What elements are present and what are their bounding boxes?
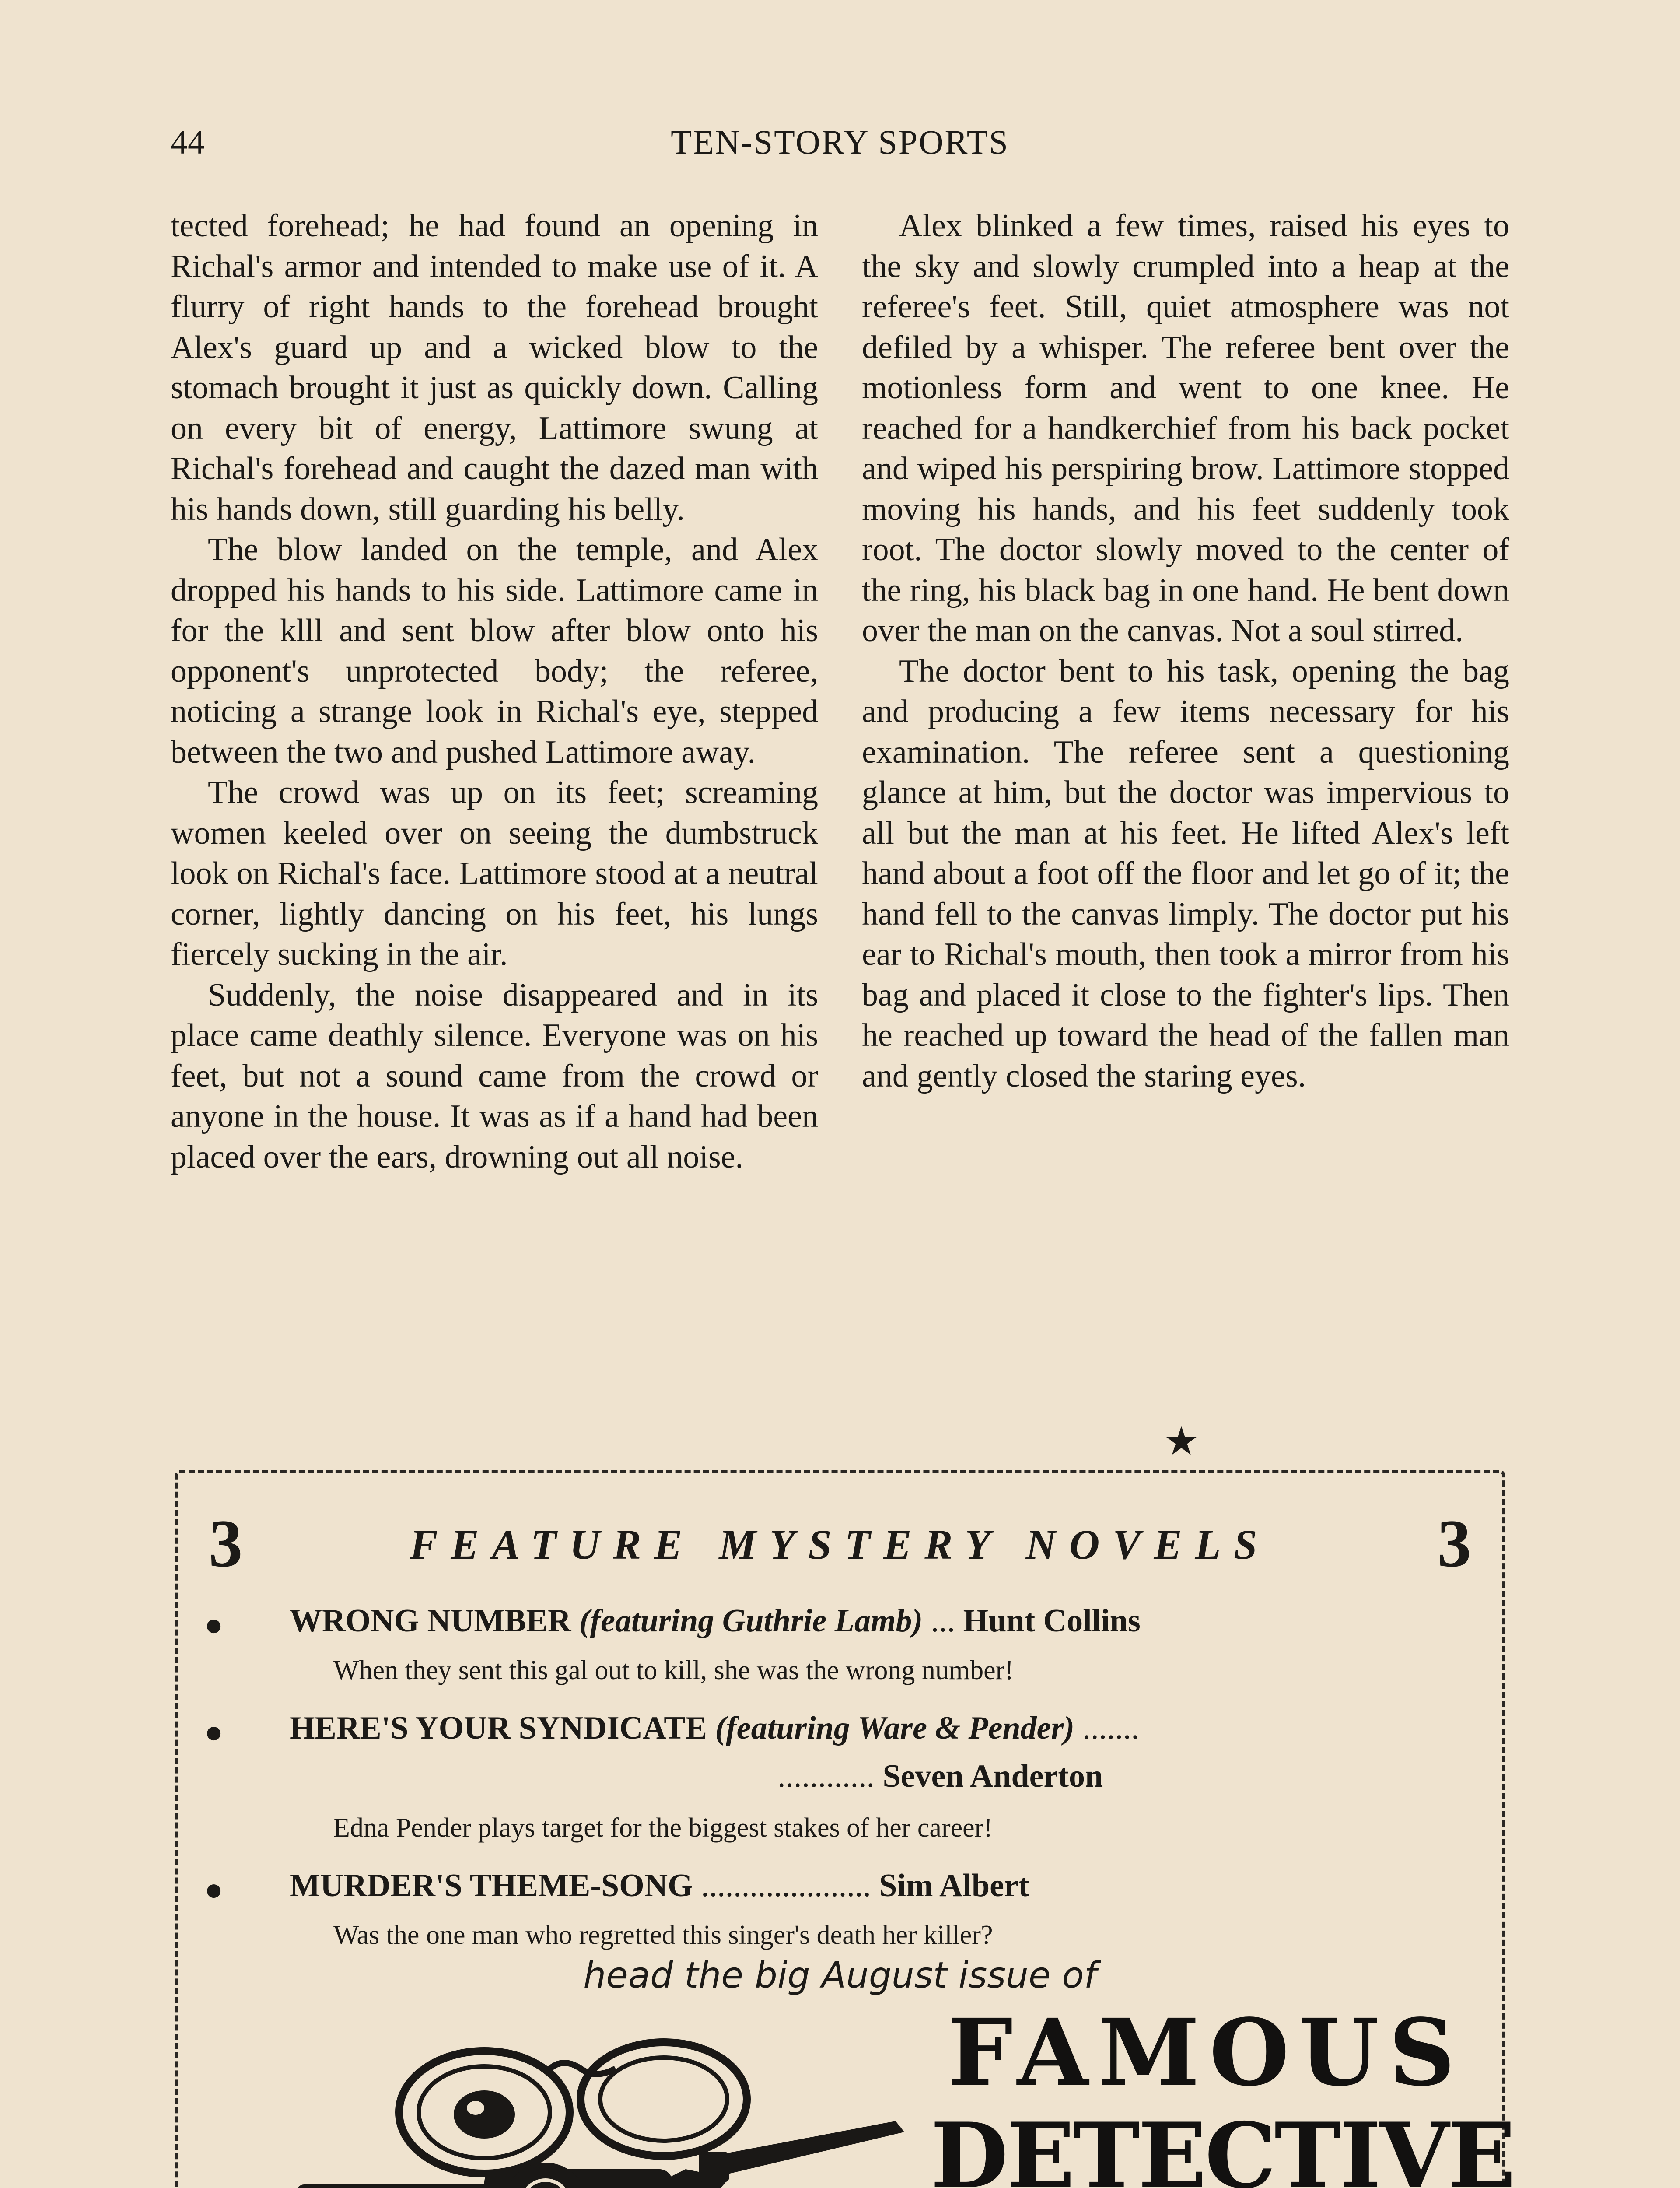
ad-count-left: 3: [209, 1506, 243, 1581]
novel-blurb: When they sent this gal out to kill, she was the wrong number!: [333, 1655, 1014, 1685]
advertisement-box: [175, 1470, 1514, 2188]
novel-author: Hunt Collins: [963, 1603, 1141, 1639]
bullet-icon: ●: [204, 1715, 224, 1750]
ad-heading-text: FEATURE MYSTERY NOVELS: [410, 1521, 1270, 1568]
novel-title: WRONG NUMBER: [290, 1603, 571, 1639]
paragraph: The blow landed on the temple, and Alex dropped his hands to his side. Lattimore came in for the klll and sent blow after blow onto his opponent's unprotected body; the referee, noticing a strange look in Richal's eye, stepped between the two and pushed Lattimore away.: [171, 532, 818, 770]
novel-title-line: [290, 1867, 1029, 1904]
story-column-left: [171, 206, 818, 1177]
novel-title: MURDER'S THEME-SONG: [290, 1868, 693, 1904]
paragraph: The doctor bent to his task, opening the bag and producing a few items necessary for his examination. The referee sent a questioning glance at him, but the doctor was impervious to all but the man at his feet. He lifted Alex's left hand about a foot off the floor and let go of it; the hand fell to the canvas limply. The doctor put his ear to Richal's mouth, then took a mirror from his bag and placed it close to the fighter's lips. Then he reached up toward the head of the fallen man and gently closed the staring eyes.: [862, 653, 1509, 1094]
novel-featuring: (featuring Guthrie Lamb): [579, 1603, 923, 1639]
novel-title-line: [290, 1710, 1139, 1747]
novel-blurb: Edna Pender plays target for the biggest stakes of her career!: [333, 1813, 993, 1843]
ad-count-right: 3: [1437, 1506, 1471, 1581]
ad-heading: [200, 1506, 1480, 1581]
leader-dots: ...: [931, 1603, 956, 1639]
page-number: 44: [171, 123, 205, 161]
novel-title-line: [290, 1602, 1141, 1640]
story-column-right: [862, 206, 1509, 1096]
handcuffs-pistol-icon: [239, 2012, 939, 2188]
leader-dots: .....................: [701, 1868, 871, 1904]
bullet-icon: ●: [204, 1607, 224, 1642]
story-body: [171, 206, 1509, 1475]
novel-featuring: (featuring Ware & Pender): [715, 1710, 1074, 1746]
ad-tagline: head the big August issue of: [583, 1955, 1097, 1996]
paragraph: Suddenly, the noise disappeared and in its place came deathly silence. Everyone was on his feet, but not a sound came from the crowd or anyone in the house. It was as if a hand had been placed over the ears, drowning out all noise.: [171, 977, 818, 1175]
novel-author: Sim Albert: [879, 1868, 1029, 1904]
running-title: TEN-STORY SPORTS: [671, 123, 1009, 161]
running-head: [171, 123, 1509, 171]
novel-author: Seven Anderton: [882, 1758, 1103, 1794]
paragraph: The crowd was up on its feet; screaming women keeled over on seeing the dumbstruck look on Richal's face. Lattimore stood at a neutral corner, lightly dancing on his feet, his lungs fiercely sucking in the air.: [171, 775, 818, 972]
paragraph: tected forehead; he had found an opening in Richal's armor and intended to make use of it. A flurry of right hands to the forehead brought Alex's guard up and a wicked blow to the stomach brought it just as quickly down. Calling on every bit of energy, Lattimore swung at Richal's forehead and caught the dazed man with his hands down, still guarding his belly.: [171, 208, 818, 527]
leader-dots: ............: [777, 1758, 875, 1794]
masthead-line-1: FAMOUS: [948, 1999, 1465, 2107]
novel-title: HERE'S YOUR SYNDICATE: [290, 1710, 707, 1746]
paragraph: Alex blinked a few times, raised his eyes to the sky and slowly crumpled into a heap at the referee's feet. Still, quiet atmosphere was not defiled by a whisper. The referee bent over the motionless form and went to one knee. He reached for a handkerchief from his back pocket and wiped his perspiring brow. Lattimore stopped moving his hands, and his feet suddenly took root. The doctor slowly moved to the center of the ring, his black bag in one hand. He bent down over the man on the canvas. Not a soul stirred.: [862, 208, 1509, 649]
leader-dots: .......: [1082, 1710, 1139, 1746]
novel-blurb: Was the one man who regretted this singer's death her killer?: [333, 1920, 993, 1950]
bullet-icon: ●: [204, 1872, 224, 1907]
end-star-icon: ★: [1164, 1420, 1199, 1463]
masthead-line-2: DETECTIVE: [931, 2104, 1514, 2188]
novel-author-line: [777, 1758, 1103, 1795]
